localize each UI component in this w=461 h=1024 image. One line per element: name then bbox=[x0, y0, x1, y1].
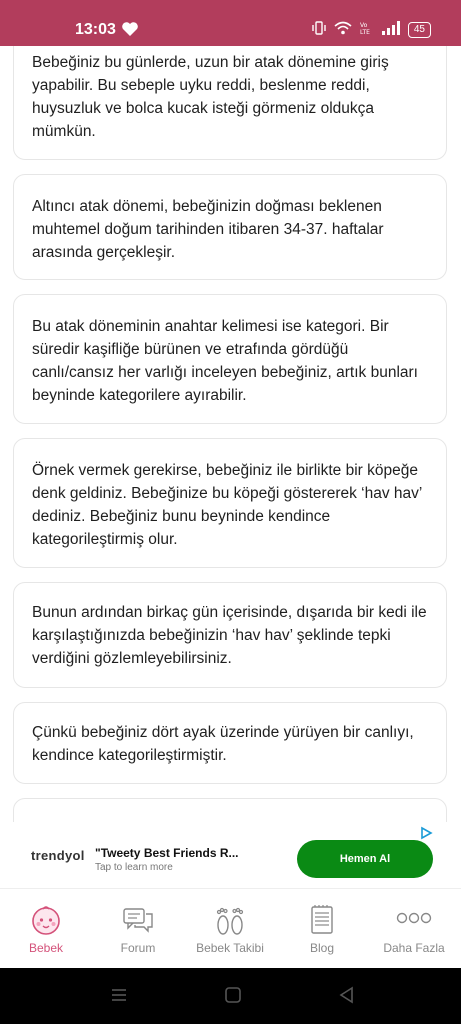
nav-item-daha-fazla[interactable] bbox=[368, 889, 460, 969]
card-text: Bebeğiniz bu günlerde, uzun bir atak dönemine giriş yapabilir. Bu sebeple uyku reddi, beslenme reddi, huysuzluk ve bolca kucak isteği görmeniz oldukça mümkün. bbox=[32, 54, 389, 140]
back-icon[interactable] bbox=[338, 986, 356, 1009]
card-text: Örnek vermek gerekirse, bebeğiniz ile birlikte bir köpeğe denk geldiniz. Bebeğinize bu köpeği göstererek ‘hav hav’ dediniz. Bebeğiniz bunu beyninde kendince kategorileştirmiş olur. bbox=[32, 462, 422, 548]
bottom-nav bbox=[0, 888, 461, 968]
article-content[interactable] bbox=[0, 46, 461, 888]
wifi-icon bbox=[334, 21, 352, 38]
nav-label: Forum bbox=[120, 941, 156, 955]
system-nav-bar bbox=[0, 968, 461, 1024]
status-bar bbox=[0, 0, 461, 46]
vibrate-icon bbox=[312, 21, 326, 38]
nav-item-blog[interactable] bbox=[276, 889, 368, 969]
footprints-icon bbox=[212, 903, 248, 944]
card-text: Bu atak döneminin anahtar kelimesi ise kategori. Bir süredir kaşifliğe bürünen ve etrafında gördüğü canlı/cansız her varlığı inceleyen bebeğiniz, artık bunları beyninde kategorilere ayırabilir. bbox=[32, 318, 418, 404]
signal-icon bbox=[382, 21, 400, 38]
card-text: Bunun ardından birkaç gün içerisinde, dışarıda bir kedi ile karşılaştığınızda bebeğinizin ‘hav hav’ şeklinde tepki verdiğini gözlemleyebilirsiniz. bbox=[32, 604, 427, 667]
card-text: Çünkü bebeğiniz dört ayak üzerinde yürüyen bir canlıyı, kendince kategorileştirmiştir. bbox=[32, 724, 414, 764]
ad-title[interactable]: "Tweety Best Friends R... bbox=[95, 846, 239, 860]
text-card bbox=[13, 702, 447, 784]
nav-item-forum[interactable] bbox=[92, 889, 184, 969]
status-icons bbox=[312, 21, 431, 38]
text-card bbox=[13, 46, 447, 160]
nav-item-bebek-takibi[interactable] bbox=[184, 889, 276, 969]
svg-text:LTE: LTE bbox=[359, 29, 370, 35]
nav-label: Bebek Takibi bbox=[196, 941, 264, 955]
home-icon[interactable] bbox=[224, 986, 242, 1009]
menu-icon[interactable] bbox=[110, 986, 128, 1009]
status-time: 13:03 bbox=[75, 21, 116, 38]
battery-icon: 45 bbox=[408, 22, 431, 38]
ad-brand-logo: trendyol bbox=[31, 848, 85, 863]
text-card bbox=[13, 582, 447, 688]
nav-label: Daha Fazla bbox=[383, 941, 445, 955]
nav-label: Blog bbox=[309, 941, 335, 955]
ad-subtitle: Tap to learn more bbox=[95, 862, 173, 873]
heart-icon bbox=[121, 21, 139, 42]
volte-icon bbox=[360, 21, 374, 38]
text-card bbox=[13, 438, 447, 568]
card-text: Altıncı atak dönemi, bebeğinizin doğması beklenen muhtemel doğum tarihinden itibaren 34-37. haftalar arasında gerçekleşir. bbox=[32, 198, 384, 261]
nav-item-bebek[interactable] bbox=[0, 889, 92, 969]
svg-text:Vo: Vo bbox=[359, 22, 368, 29]
baby-face-icon bbox=[29, 903, 63, 942]
text-card bbox=[13, 294, 447, 424]
text-card bbox=[13, 174, 447, 280]
notepad-icon bbox=[305, 903, 339, 942]
more-dots-icon bbox=[396, 911, 432, 930]
chat-bubbles-icon bbox=[121, 903, 155, 942]
nav-label: Bebek bbox=[28, 941, 64, 955]
ad-cta-button[interactable]: Hemen Al bbox=[297, 840, 433, 878]
ad-banner[interactable] bbox=[13, 822, 447, 888]
